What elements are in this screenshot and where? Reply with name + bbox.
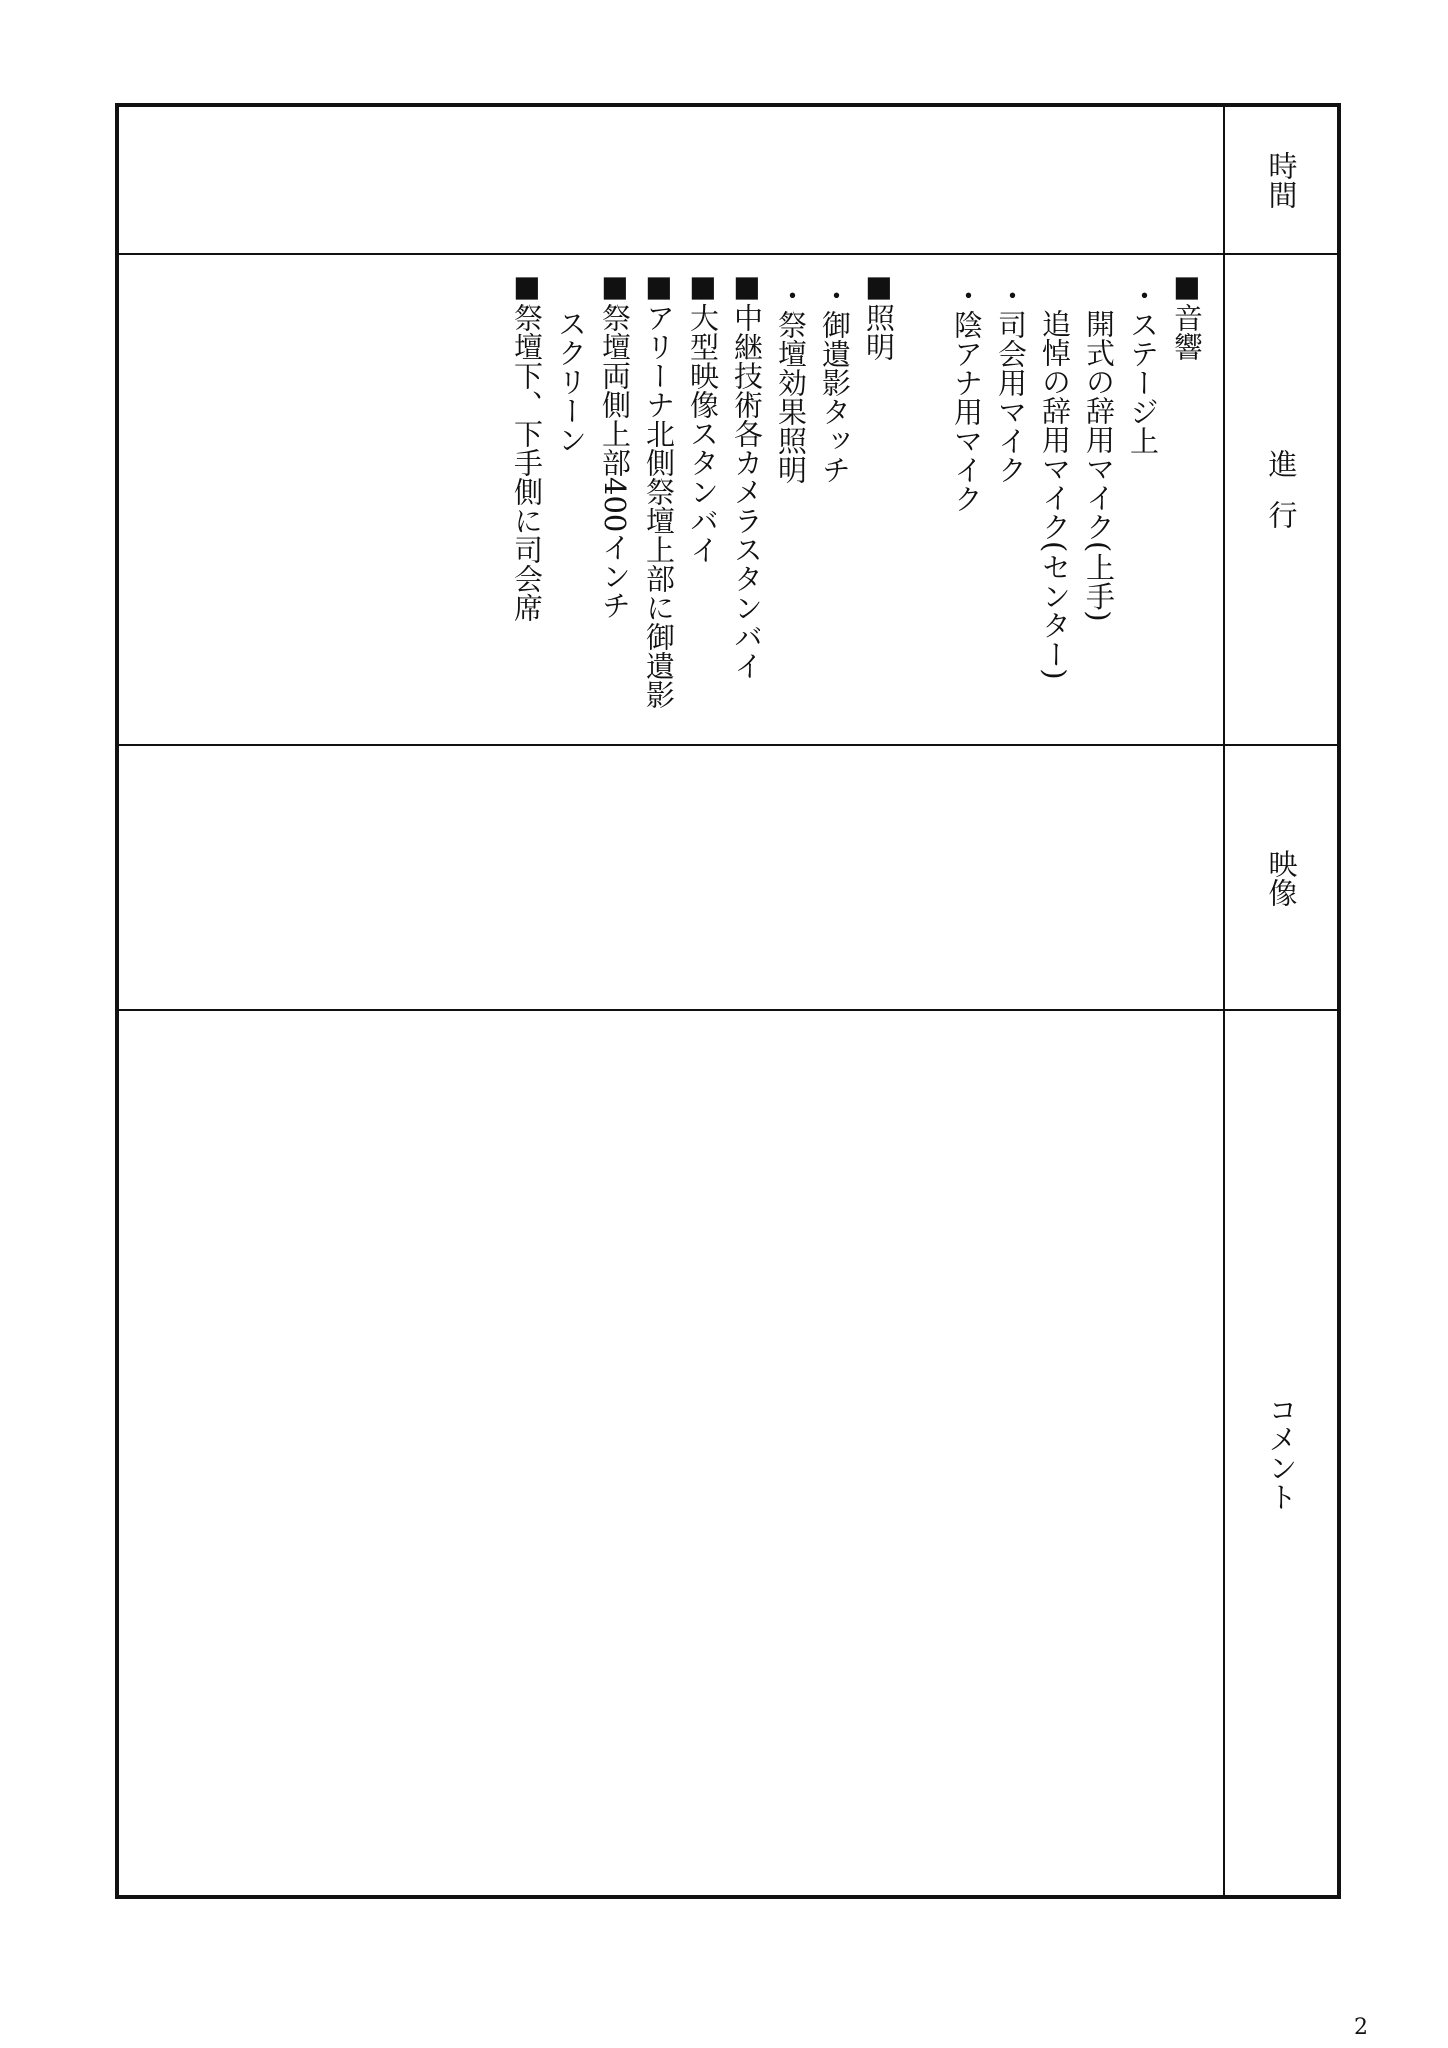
progress-line: ・司会用マイク [994,281,1028,484]
time-label-cell [1225,107,1337,255]
progress-line: ■大型映像スタンバイ [686,269,720,564]
schedule-table [115,103,1341,1899]
progress-label-cell [1225,255,1337,746]
progress-line: ■祭壇両側上部400インチ [598,269,632,620]
progress-line: ■照明 [862,269,896,361]
video-label: 映像 [1264,848,1299,907]
comment-label: コメント [1264,1395,1299,1511]
page-number: 2 [1354,2015,1368,2040]
progress-line: ・陰アナ用マイク [950,281,984,513]
video-label-cell [1225,746,1337,1011]
progress-label: 進行 [1264,448,1299,551]
progress-line: ・祭壇効果照明 [774,281,808,484]
progress-content-cell [119,255,1225,746]
progress-text-block [505,255,1223,744]
progress-line: スクリーン [554,309,588,454]
progress-line: 追悼の辞用マイク(センター) [1038,309,1072,680]
comment-label-cell [1225,1011,1337,1895]
progress-line: ■中継技術各カメラスタンバイ [730,269,764,680]
progress-line: ■アリーナ北側祭壇上部に御遺影 [642,269,676,709]
progress-line-blank [901,269,945,744]
video-content-cell [119,746,1225,1011]
time-content-cell [119,107,1225,255]
progress-line: ・御遺影タッチ [818,281,852,484]
progress-line: 開式の辞用マイク(上手) [1082,309,1116,622]
progress-line: ■音響 [1170,269,1204,361]
comment-content-cell [119,1011,1225,1895]
time-label: 時間 [1264,151,1299,209]
progress-line: ■祭壇下、下手側に司会席 [510,269,544,622]
progress-line: ・ステージ上 [1126,281,1160,455]
